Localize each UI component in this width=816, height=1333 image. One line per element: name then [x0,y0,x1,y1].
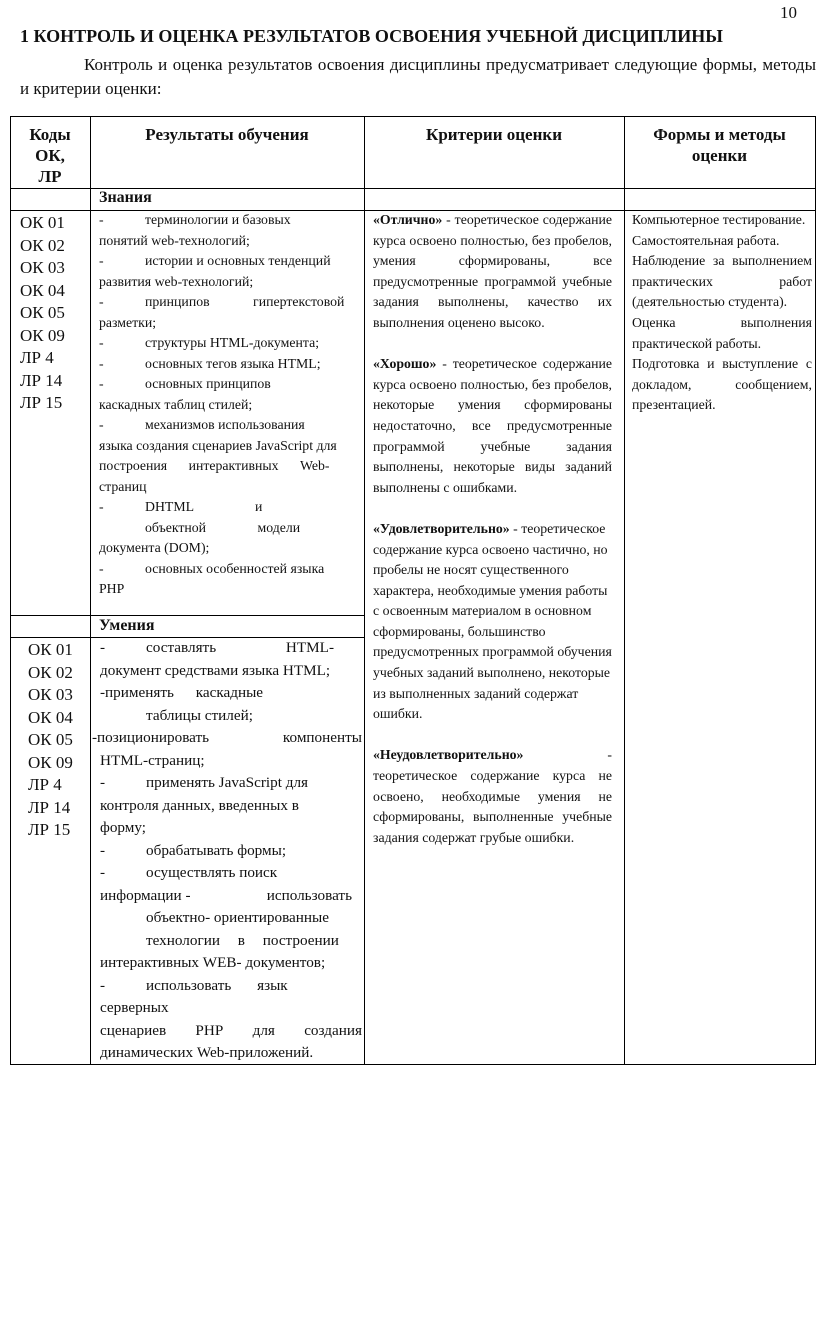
form-item: Оценка выполнения практической работы. [632,314,812,351]
intro-paragraph: Контроль и оценка результатов освоения дисциплины предусматривает следующие формы, методы и критерии оценки: [20,55,816,98]
knowledge-list [99,210,357,600]
list-item: - основных тегов языка HTML; [99,355,321,371]
skills-list: - составлять HTML- документ средствами языка HTML; -применять каскадные таблицы стилей; -позиционировать компоненты HTML-страниц; - применять JavaScript для контроля данных, введенных в форму; - обрабатывать формы; - осуществлять поиск информации - использовать объектно- ориентированные технологии в построении интерактивных WEB- документов; - использовать язык серверных сценариев PHP для создания динамических Web-приложений. [92,639,362,1061]
form-item: Подготовка и выступление с докладом, сообщением, презентацией. [632,356,812,413]
list-item: построения интерактивных Web-страниц [99,458,330,494]
form-item: Самостоятельная работа. [632,232,780,248]
form-item: Компьютерное тестирование. [632,212,806,227]
header-codes: Коды ОК, ЛР [29,125,71,186]
criterion-satisfactory: «Удовлетворительно» - теоретическое содержание курса освоено частично, но пробелы не носят существенного характера, необходимые умения работы с освоенным материалом в основном сформированы, большинство предусмотренных программой обучения учебных заданий выполнено, некоторые из выполненных заданий содержат ошибки. [373,520,612,722]
list-item: - основных особенностей языка PHP [99,560,325,596]
list-item: - терминологии и базовых понятий web-технологий; [99,212,291,248]
header-forms: Формы и методы оценки [653,125,786,165]
criterion-good: «Хорошо» - теоретическое содержание курса освоено полностью, без пробелов, некоторые умения сформированы недостаточно, все предусмотренные программой учебные задания выполнены, некоторые виды заданий выполнены с ошибками. [373,356,612,495]
list-item: - структуры HTML-документа; [99,335,320,350]
form-item: Наблюдение за выполнением практических работ (деятельностью студента). [632,253,812,310]
list-item: - DHTML и [99,499,263,514]
knowledge-codes: ОК 01 ОК 02 ОК 03 ОК 04 ОК 05 ОК 09 ЛР 4 ЛР 14 ЛР 15 [20,213,65,412]
header-results: Результаты обучения [145,125,309,144]
list-item: - механизмов использования языка создания сценариев JavaScript для [99,417,337,453]
page-heading: 1 КОНТРОЛЬ И ОЦЕНКА РЕЗУЛЬТАТОВ ОСВОЕНИЯ УЧЕБНОЙ ДИСЦИПЛИНЫ [20,26,723,46]
section-skills-title: Умения [99,617,155,634]
skills-codes: ОК 01 ОК 02 ОК 03 ОК 04 ОК 05 ОК 09 ЛР 4 ЛР 14 ЛР 15 [28,640,73,839]
list-item: - основных принципов каскадных таблиц стилей; [99,376,271,412]
criterion-excellent: «Отлично» - теоретическое содержание курса освоено полностью, без пробелов, умения сформированы, все предусмотренные программой учебные задания выполнены, качество их выполнения оценено высоко. [373,212,612,330]
forms-cell [632,210,812,416]
criteria-cell [373,210,612,869]
list-item: объектной модели документа (DOM); [99,519,301,555]
section-knowledge-title: Знания [99,189,152,206]
page-number: 10 [780,3,797,22]
list-item: - принципов гипертекстовой разметки; [99,294,345,330]
list-item: - истории и основных тенденций развития web-технологий; [99,253,331,289]
header-criteria: Критерии оценки [426,125,562,144]
criterion-unsatisfactory: «Неудовлетворительно» - теоретическое содержание курса не освоено, необходимые умения не сформированы, выполненные учебные задания содержат грубые ошибки. [373,747,612,845]
